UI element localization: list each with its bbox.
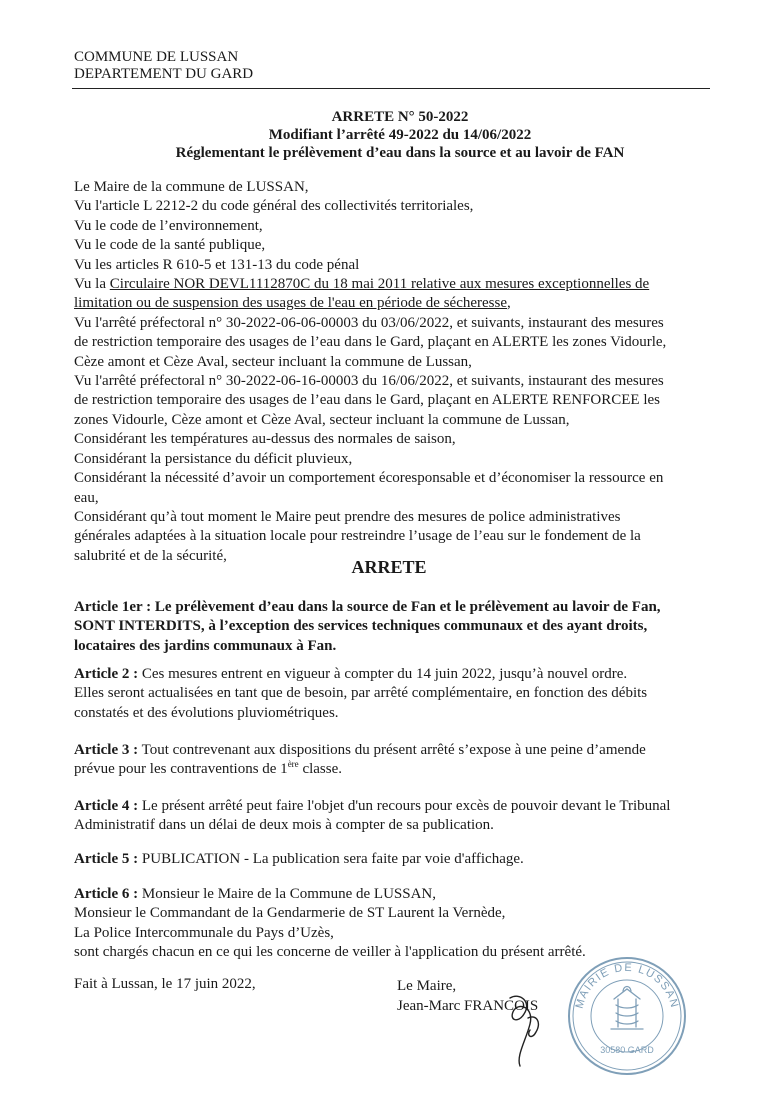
preamble-line: Considérant la persistance du déficit pluvieux, (74, 450, 353, 467)
preamble-line: Vu le code de l’environnement, (74, 217, 263, 234)
signatory-role: Le Maire, (397, 978, 457, 994)
article-line (74, 797, 714, 816)
article-label: Article 4 : (74, 798, 139, 814)
article-6 (74, 885, 714, 963)
preamble-line: générales adaptées à la situation locale pour restreindre l’usage de l’eau sur le fondement de la (74, 528, 641, 545)
preamble-line: Considérant les températures au-dessus des normales de saison, (74, 431, 456, 448)
article-line (74, 760, 714, 779)
article-text: classe. (298, 761, 343, 778)
place-and-date: Fait à Lussan, le 17 juin 2022, (74, 976, 256, 992)
preamble-line: Considérant qu’à tout moment le Maire peut prendre des mesures de police administratives (74, 508, 621, 525)
preamble-line (74, 294, 704, 313)
article-line: Article 1er : Le prélèvement d’eau dans la source de Fan et le prélèvement au lavoir de Fan, (74, 599, 661, 615)
article-line (74, 741, 714, 760)
article-text: Monsieur le Maire de la Commune de LUSSAN, (138, 886, 437, 902)
header-divider (72, 88, 710, 89)
department-name: DEPARTEMENT DU GARD (74, 66, 254, 82)
preamble (74, 178, 704, 566)
circulaire-link[interactable]: Circulaire NOR DEVL1112870C du 18 mai 2011 relative aux mesures exceptionnelles de (109, 276, 650, 293)
signatory-name: Jean-Marc FRANCOIS (397, 998, 539, 1014)
article-2 (74, 665, 714, 723)
preamble-line: Vu le code de la santé publique, (74, 237, 266, 254)
preamble-line: salubrité et de la sécurité, (74, 547, 227, 564)
seal-bottom-text: 30580 GARD (600, 1045, 654, 1055)
article-line (74, 850, 714, 869)
article-5 (74, 850, 714, 869)
preamble-text: Vu la (74, 276, 110, 293)
article-line: constatés et des évolutions pluviométriques. (74, 704, 339, 721)
article-3 (74, 741, 714, 780)
decree-modifies: Modifiant l’arrêté 49-2022 du 14/06/2022 (268, 127, 532, 143)
preamble-line: de restriction temporaire des usages de l’eau dans le Gard, plaçant en ALERTE RENFORCEE les (74, 392, 661, 409)
seal-text: MAIRIE DE LUSSAN (573, 961, 681, 1010)
article-1 (74, 598, 714, 656)
article-line: sont chargés chacun en ce qui les concerne de veiller à l'application du présent arrêté. (74, 944, 586, 961)
article-line: Monsieur le Commandant de la Gendarmerie de ST Laurent la Vernède, (74, 905, 506, 922)
article-label: Article 6 : (74, 886, 139, 902)
article-text: Tout contrevenant aux dispositions du présent arrêté s’expose à une peine d’amende (138, 742, 646, 758)
preamble-line: zones Vidourle, Cèze amont et Cèze Aval, secteur incluant la commune de Lussan, (74, 411, 570, 428)
mairie-seal-stamp (566, 955, 688, 1077)
decree-number: ARRETE N° 50-2022 (331, 109, 469, 125)
issuer-header (74, 49, 253, 83)
article-line (74, 885, 714, 904)
article-line: Administratif dans un délai de deux mois à compter de sa publication. (74, 817, 494, 834)
article-text: Ces mesures entrent en vigueur à compter du 14 juin 2022, jusqu’à nouvel ordre. (138, 666, 628, 682)
preamble-line: Vu l'arrêté préfectoral n° 30-2022-06-06-00003 du 03/06/2022, et suivants, instaurant des mesures (74, 314, 664, 331)
preamble-line: Considérant la nécessité d’avoir un comportement écoresponsable et d’économiser la ressource en (74, 470, 664, 487)
article-4 (74, 797, 714, 836)
commune-name: COMMUNE DE LUSSAN (74, 49, 239, 65)
preamble-line: Le Maire de la commune de LUSSAN, (74, 179, 309, 195)
article-line: Elles seront actualisées en tant que de besoin, par arrêté complémentaire, en fonction des débits (74, 685, 648, 702)
circulaire-link-continued[interactable]: limitation ou de suspension des usages de l'eau en période de sécheresse (74, 295, 507, 312)
preamble-line: Vu l'arrêté préfectoral n° 30-2022-06-16-00003 du 16/06/2022, et suivants, instaurant des mesures (74, 373, 664, 390)
article-label: Article 3 : (74, 742, 139, 758)
preamble-line: Cèze amont et Cèze Aval, secteur incluant la commune de Lussan, (74, 353, 472, 370)
section-title-arrete: ARRETE (351, 557, 427, 577)
handwritten-signature (490, 990, 570, 1070)
article-line: SONT INTERDITS, à l’exception des services techniques communaux et des ayant droits, (74, 618, 648, 635)
decree-subject: Réglementant le prélèvement d’eau dans la source et au lavoir de FAN (175, 145, 625, 161)
article-text: Le présent arrêté peut faire l'objet d'un recours pour excès de pouvoir devant le Tribunal (138, 798, 671, 814)
article-text: prévue pour les contraventions de 1 (74, 761, 288, 778)
preamble-text: , (507, 295, 511, 312)
preamble-line: Vu les articles R 610-5 et 131-13 du code pénal (74, 256, 360, 273)
preamble-line (74, 275, 704, 294)
article-text: PUBLICATION - La publication sera faite par voie d'affichage. (138, 851, 524, 867)
article-line: locataires des jardins communaux à Fan. (74, 637, 337, 654)
preamble-line: eau, (74, 489, 99, 506)
article-label: Article 2 : (74, 666, 139, 682)
preamble-line: Vu l'article L 2212-2 du code général des collectivités territoriales, (74, 198, 474, 215)
article-line (74, 665, 714, 684)
decree-title (60, 108, 740, 162)
preamble-line: de restriction temporaire des usages de l’eau dans le Gard, plaçant en ALERTE les zones Vidourle, (74, 334, 667, 351)
article-line: La Police Intercommunale du Pays d’Uzès, (74, 924, 334, 941)
ordinal-superscript: ère (287, 759, 299, 770)
article-label: Article 5 : (74, 851, 139, 867)
